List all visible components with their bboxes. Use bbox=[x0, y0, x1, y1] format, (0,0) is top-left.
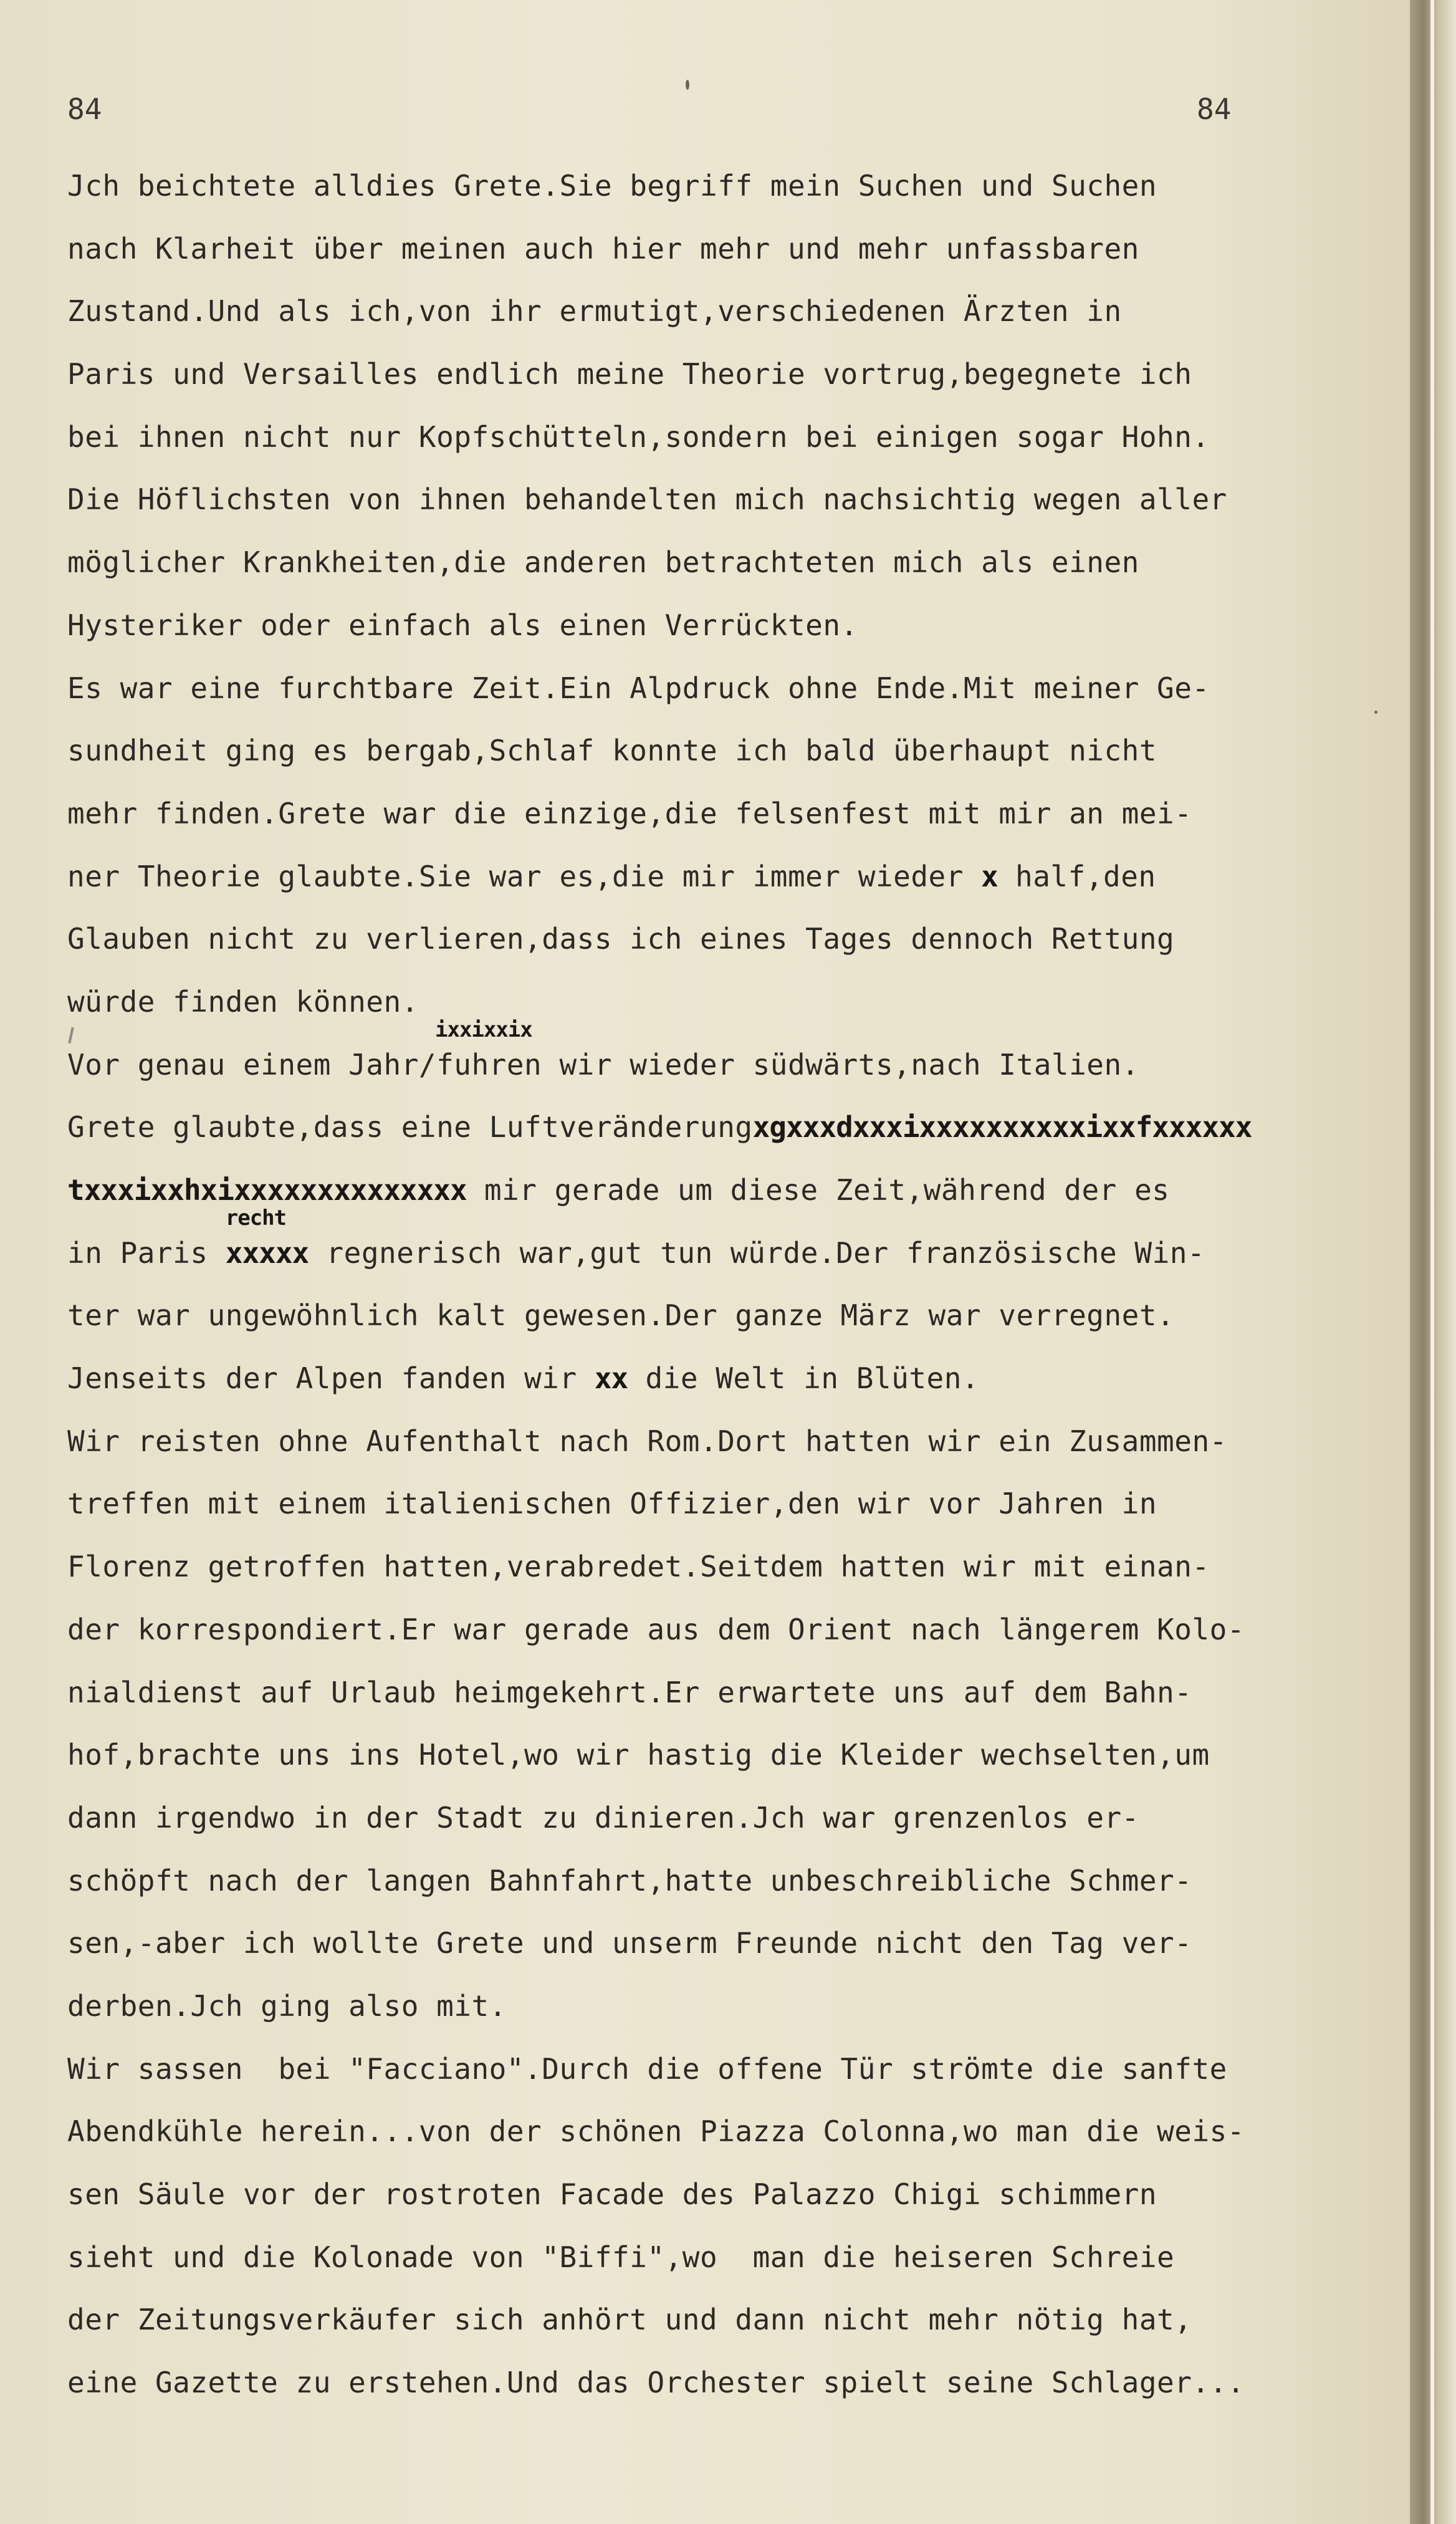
line-text: half,den bbox=[1015, 859, 1156, 893]
text-line bbox=[67, 1205, 1364, 1285]
text-line: Wir reisten ohne Aufenthalt nach Rom.Dort hatten wir ein Zusammen- bbox=[67, 1424, 1227, 1458]
correction bbox=[225, 1205, 309, 1270]
text-line: bei ihnen nicht nur Kopfschütteln,sondern bei einigen sogar Hohn. bbox=[67, 420, 1210, 454]
text-line: Es war eine furchtbare Zeit.Ein Alpdruck ohne Ende.Mit meiner Ge- bbox=[67, 671, 1210, 705]
text-line: sieht und die Kolonade von "Biffi",wo man die heiseren Schreie bbox=[67, 2240, 1175, 2274]
page-edge-highlight bbox=[1430, 0, 1434, 2524]
text-line: treffen mit einem italienischen Offizier,den wir vor Jahren in bbox=[67, 1487, 1157, 1521]
line-text: Vor genau einem Jahr/fuhren wir wieder südwärts,nach Italien. bbox=[67, 1047, 1139, 1082]
inserted-word: recht bbox=[225, 1205, 287, 1231]
struck-out-text: x bbox=[981, 859, 998, 893]
paper-speck bbox=[1374, 711, 1377, 714]
text-line: Glauben nicht zu verlieren,dass ich eines Tages dennoch Rettung bbox=[67, 922, 1175, 956]
text-line: Die Höflichsten von ihnen behandelten mich nachsichtig wegen aller bbox=[67, 482, 1227, 517]
text-line: schöpft nach der langen Bahnfahrt,hatte unbeschreibliche Schmer- bbox=[67, 1863, 1192, 1898]
line-text: in Paris bbox=[67, 1236, 208, 1270]
text-line: Hysteriker oder einfach als einen Verrückten. bbox=[67, 608, 858, 642]
struck-out-text: xx bbox=[594, 1361, 628, 1396]
text-line: hof,brachte uns ins Hotel,wo wir hastig die Kleider wechselten,um bbox=[67, 1738, 1210, 1772]
text-line bbox=[67, 1096, 1364, 1159]
text-line: der Zeitungsverkäufer sich anhört und dann nicht mehr nötig hat, bbox=[67, 2303, 1192, 2337]
struck-out-insertion: ixxixxix bbox=[435, 1017, 532, 1042]
text-line: möglicher Krankheiten,die anderen betrachteten mich als einen bbox=[67, 545, 1139, 580]
text-line: sen Säule vor der rostroten Facade des Palazzo Chigi schimmern bbox=[67, 2177, 1157, 2211]
text-line: dann irgendwo in der Stadt zu dinieren.Jch war grenzenlos er- bbox=[67, 1800, 1139, 1835]
text-line bbox=[67, 1347, 1364, 1410]
line-text: mir gerade um diese Zeit,während der es bbox=[484, 1173, 1170, 1207]
text-line: eine Gazette zu erstehen.Und das Orchester spielt seine Schlager... bbox=[67, 2366, 1245, 2400]
line-text: die Welt in Blüten. bbox=[645, 1361, 980, 1396]
struck-out-text: xxxxx bbox=[225, 1236, 309, 1270]
text-line: Wir sassen bei "Facciano".Durch die offene Tür strömte die sanfte bbox=[67, 2051, 1227, 2086]
text-line: Zustand.Und als ich,von ihr ermutigt,verschiedenen Ärzten in bbox=[67, 294, 1122, 329]
text-line: Abendkühle herein...von der schönen Piazza Colonna,wo man die weis- bbox=[67, 2114, 1245, 2149]
text-line: Jch beichtete alldies Grete.Sie begriff mein Suchen und Suchen bbox=[67, 169, 1157, 203]
page-number-right: 84 bbox=[1197, 92, 1232, 126]
text-line: sen,-aber ich wollte Grete und unserm Freunde nicht den Tag ver- bbox=[67, 1926, 1192, 1960]
struck-out-text: xgxxxdxxxixxxxxxxxxxixxfxxxxxx bbox=[752, 1110, 1252, 1144]
text-line: Florenz getroffen hatten,verabredet.Seitdem hatten wir mit einan- bbox=[67, 1550, 1210, 1584]
text-line: nach Klarheit über meinen auch hier mehr und mehr unfassbaren bbox=[67, 231, 1139, 266]
text-line bbox=[67, 1017, 1364, 1096]
text-line: ter war ungewöhnlich kalt gewesen.Der ganze März war verregnet. bbox=[67, 1298, 1175, 1333]
line-text: regnerisch war,gut tun würde.Der französische Win- bbox=[326, 1236, 1205, 1270]
line-text: Grete glaubte,dass eine Luftveränderung bbox=[67, 1110, 753, 1144]
struck-out-text: txxxixxhxixxxxxxxxxxxxxx bbox=[67, 1173, 467, 1207]
text-line: würde finden können. bbox=[67, 984, 419, 1019]
text-line: mehr finden.Grete war die einzige,die felsenfest mit mir an mei- bbox=[67, 796, 1192, 830]
page-number-left: 84 bbox=[67, 92, 102, 126]
paper-speck bbox=[686, 80, 689, 90]
text-line: Paris und Versailles endlich meine Theorie vortrug,begegnete ich bbox=[67, 357, 1192, 391]
line-with-insertion bbox=[67, 1017, 1139, 1082]
line-text: Jenseits der Alpen fanden wir bbox=[67, 1361, 577, 1396]
body-text bbox=[67, 155, 1364, 2414]
text-line: der korrespondiert.Er war gerade aus dem Orient nach längerem Kolo- bbox=[67, 1612, 1245, 1646]
text-line: sundheit ging es bergab,Schlaf konnte ich bald überhaupt nicht bbox=[67, 734, 1157, 768]
text-line: derben.Jch ging also mit. bbox=[67, 1989, 507, 2023]
text-line: nialdienst auf Urlaub heimgekehrt.Er erwartete uns auf dem Bahn- bbox=[67, 1675, 1192, 1709]
line-text: ner Theorie glaubte.Sie war es,die mir immer wieder bbox=[67, 859, 964, 893]
text-line bbox=[67, 845, 1364, 908]
